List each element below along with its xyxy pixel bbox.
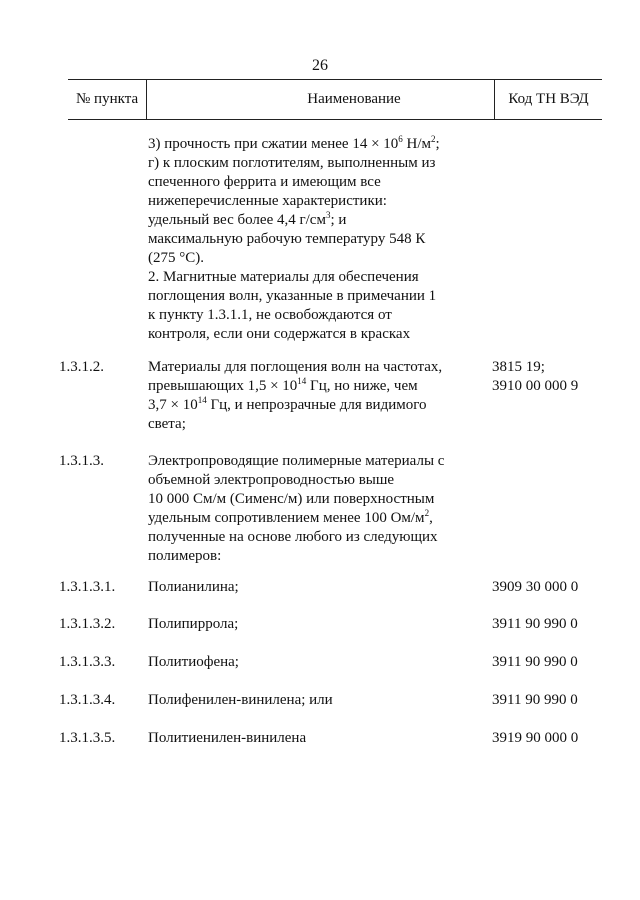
superscript: 2	[431, 134, 436, 144]
sub-item-name: Политиофена;	[148, 654, 239, 670]
text: превышающих 1,5 × 10	[148, 378, 298, 394]
superscript: 6	[398, 134, 403, 144]
text: 3) прочность при сжатии менее 14 × 10	[148, 136, 399, 152]
text-line: 10 000 См/м (Сименс/м) или поверхностным	[148, 491, 435, 507]
text-line: полимеров:	[148, 548, 222, 564]
text: Гц, но ниже, чем	[306, 378, 418, 394]
sub-item-code: 3909 30 000 0	[492, 579, 579, 595]
text-line	[148, 135, 440, 154]
continuation-text	[148, 135, 440, 344]
text-line	[148, 396, 442, 415]
sub-item-number: 1.3.1.3.2.	[59, 616, 116, 632]
sub-item-code: 3911 90 990 0	[492, 692, 578, 708]
text: ;	[435, 136, 440, 152]
sub-item-number: 1.3.1.3.1.	[59, 579, 116, 595]
text-line: контроля, если они содержатся в красках	[148, 326, 411, 342]
text-line: (275 °С).	[148, 250, 204, 266]
text: 3,7 × 10	[148, 397, 198, 413]
text-line: нижеперечисленные характеристики:	[148, 193, 387, 209]
text-line: максимальную рабочую температуру 548 К	[148, 231, 426, 247]
text: ,	[429, 510, 433, 526]
code-line: 3910 00 000 9	[492, 378, 579, 394]
text: удельный вес более 4,4 г/см	[148, 212, 326, 228]
sub-item-code: 3911 90 990 0	[492, 654, 578, 670]
item-number: 1.3.1.3.	[59, 453, 104, 469]
text: Гц, и непрозрачные для видимого	[206, 397, 427, 413]
text-line: к пункту 1.3.1.1, не освобождаются от	[148, 307, 392, 323]
text: Н/м	[402, 136, 432, 152]
header-col-name: Наименование	[307, 91, 401, 107]
sub-item-number: 1.3.1.3.3.	[59, 654, 116, 670]
sub-item-code: 3911 90 990 0	[492, 616, 578, 632]
text-line	[148, 211, 440, 230]
sub-item-code: 3919 90 000 0	[492, 730, 579, 746]
superscript: 2	[424, 508, 430, 518]
text-line	[148, 509, 444, 528]
item-name	[148, 358, 442, 434]
text-line: спеченного феррита и имеющим все	[148, 174, 381, 190]
sub-item-name: Полифенилен-винилена; или	[148, 692, 333, 708]
text-line: полученные на основе любого из следующих	[148, 529, 438, 545]
item-name	[148, 452, 444, 566]
superscript: 14	[197, 395, 207, 405]
text-line	[148, 377, 442, 396]
text: ; и	[330, 212, 347, 228]
page-number: 26	[312, 57, 328, 74]
table-header	[68, 79, 602, 120]
superscript: 14	[297, 376, 307, 386]
sub-item-number: 1.3.1.3.4.	[59, 692, 116, 708]
text-line: г) к плоским поглотителям, выполненным из	[148, 155, 436, 171]
header-col-code: Код ТН ВЭД	[508, 91, 589, 107]
text-line: 2. Магнитные материалы для обеспечения	[148, 269, 419, 285]
sub-item-name: Полипиррола;	[148, 616, 239, 632]
item-code	[492, 358, 578, 396]
text-line: поглощения волн, указанные в примечании 1	[148, 288, 437, 304]
text: удельным сопротивлением менее 100 Ом/м	[148, 510, 425, 526]
text-line: Электропроводящие полимерные материалы с	[148, 453, 445, 469]
text-line: Материалы для поглощения волн на частотах,	[148, 359, 443, 375]
sub-item-number: 1.3.1.3.5.	[59, 730, 116, 746]
code-line: 3815 19;	[492, 359, 545, 375]
superscript: 3	[325, 210, 331, 220]
header-col-number: № пункта	[76, 91, 139, 107]
text-line: света;	[148, 416, 186, 432]
text-line: объемной электропроводностью выше	[148, 472, 395, 488]
sub-item-name: Политиенилен-винилена	[148, 730, 307, 746]
item-number: 1.3.1.2.	[59, 359, 104, 375]
sub-item-name: Полианилина;	[148, 579, 239, 595]
